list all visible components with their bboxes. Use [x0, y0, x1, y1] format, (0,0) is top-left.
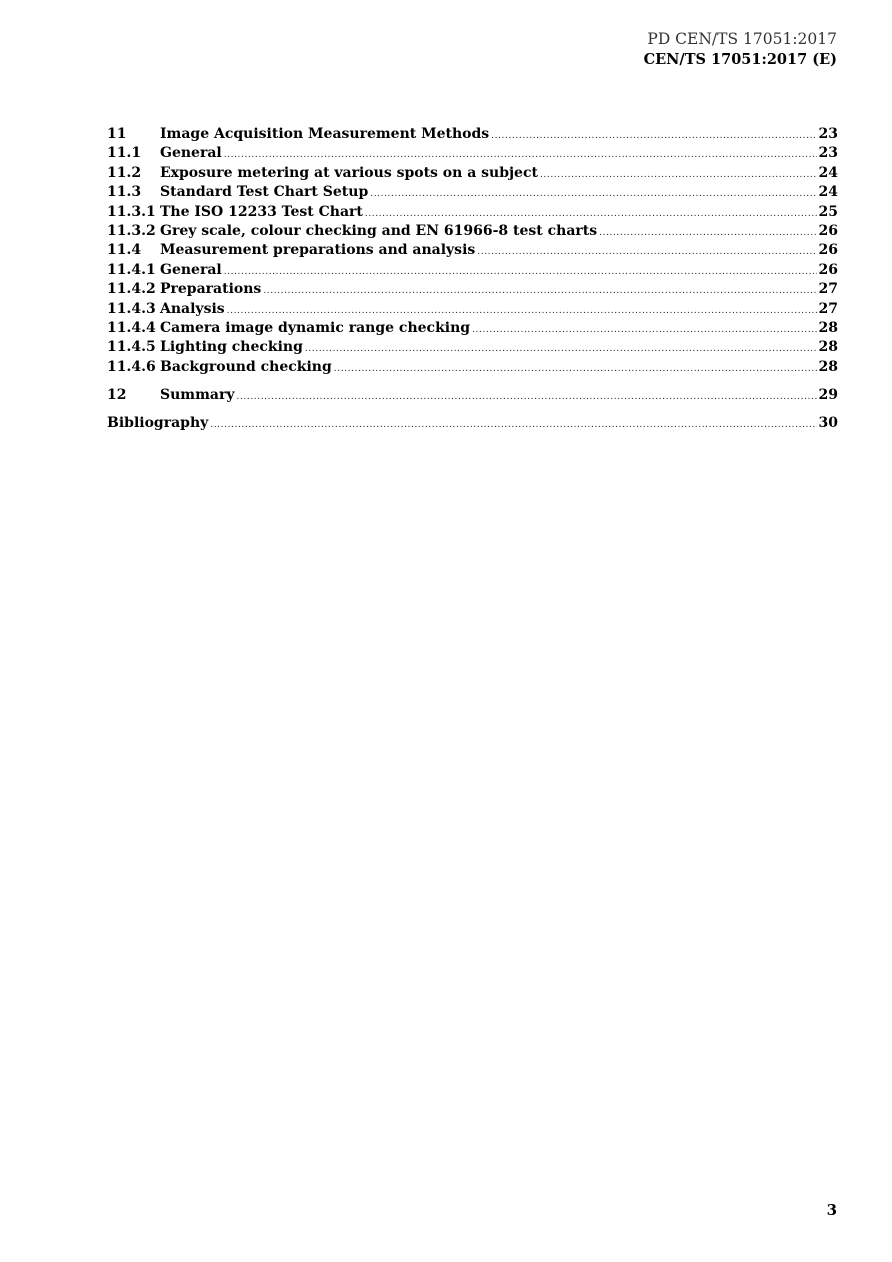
- toc-section-number: 11.4: [107, 242, 142, 259]
- toc-dot-leader: [224, 150, 817, 160]
- toc-section-title: General: [160, 261, 222, 278]
- toc-section-title: Preparations: [160, 281, 262, 298]
- toc-section-title: Grey scale, colour checking and EN 61966-8 test charts: [160, 222, 598, 239]
- toc-section-title: Background checking: [160, 358, 332, 375]
- toc-section-title: Lighting checking: [160, 339, 303, 356]
- toc-section-number: 11.4.3: [107, 300, 156, 317]
- document-id-header: PD CEN/TS 17051:2017: [647, 30, 837, 48]
- table-of-contents: [107, 126, 838, 434]
- toc-entry[interactable]: [107, 339, 838, 358]
- toc-section-title: Camera image dynamic range checking: [160, 319, 471, 336]
- toc-section-number: 11.1: [107, 145, 142, 162]
- toc-section-number: 11: [107, 126, 127, 142]
- toc-page-number: 29: [818, 386, 838, 403]
- toc-entry[interactable]: [107, 301, 838, 320]
- toc-entry[interactable]: [107, 165, 838, 184]
- toc-page-number: 26: [818, 242, 838, 259]
- toc-entry[interactable]: [107, 242, 838, 261]
- toc-entry[interactable]: [107, 262, 838, 281]
- toc-page-number: 28: [818, 339, 838, 356]
- toc-section-title: Bibliography: [107, 414, 209, 431]
- toc-page-number: 24: [818, 184, 838, 201]
- toc-page-number: 25: [818, 203, 838, 220]
- toc-entry[interactable]: [107, 184, 838, 203]
- toc-dot-leader: [365, 209, 817, 219]
- toc-page-number: 27: [818, 281, 838, 298]
- toc-dot-leader: [491, 131, 816, 141]
- toc-dot-leader: [477, 247, 816, 257]
- toc-entry[interactable]: [107, 204, 838, 223]
- toc-section-title: Image Acquisition Measurement Methods: [160, 126, 490, 142]
- toc-section-title: Analysis: [160, 300, 225, 317]
- toc-entry[interactable]: [107, 281, 838, 300]
- toc-section-number: 11.4.5: [107, 339, 156, 356]
- toc-section-number: 11.4.2: [107, 281, 156, 298]
- toc-page-number: 23: [818, 126, 838, 142]
- toc-section-number: 11.3: [107, 184, 142, 201]
- toc-section-number: 11.4.1: [107, 261, 156, 278]
- toc-section-title: Measurement preparations and analysis: [160, 242, 476, 259]
- toc-section-title: General: [160, 145, 222, 162]
- page-number: 3: [826, 1201, 837, 1219]
- toc-dot-leader: [540, 170, 817, 180]
- toc-page-number: 30: [818, 414, 838, 431]
- toc-section-title: The ISO 12233 Test Chart: [160, 203, 363, 220]
- toc-page-number: 26: [818, 222, 838, 239]
- toc-dot-leader: [472, 325, 816, 335]
- toc-entry[interactable]: [107, 359, 838, 378]
- toc-section-number: 11.3.2: [107, 222, 156, 239]
- toc-dot-leader: [210, 420, 816, 430]
- toc-entry[interactable]: [107, 145, 838, 164]
- toc-entry-bibliography[interactable]: [107, 415, 838, 434]
- toc-dot-leader: [334, 364, 817, 374]
- toc-dot-leader: [263, 286, 816, 296]
- toc-section-number: 11.4.4: [107, 319, 156, 336]
- toc-page-number: 24: [818, 164, 838, 181]
- toc-dot-leader: [227, 306, 817, 316]
- toc-dot-leader: [370, 189, 816, 199]
- toc-page-number: 23: [818, 145, 838, 162]
- toc-dot-leader: [224, 267, 817, 277]
- toc-entry[interactable]: [107, 320, 838, 339]
- toc-dot-leader: [237, 392, 817, 402]
- toc-section-number: 11.2: [107, 164, 142, 181]
- toc-section-number: 12: [107, 386, 127, 403]
- toc-section-title: Summary: [160, 386, 235, 403]
- toc-section-number: 11.4.6: [107, 358, 156, 375]
- toc-page-number: 27: [818, 300, 838, 317]
- toc-section-title: Exposure metering at various spots on a subject: [160, 164, 538, 181]
- toc-section-title: Standard Test Chart Setup: [160, 184, 369, 201]
- toc-page-number: 26: [818, 261, 838, 278]
- toc-entry[interactable]: [107, 126, 838, 145]
- toc-entry[interactable]: [107, 387, 838, 406]
- toc-page-number: 28: [818, 358, 838, 375]
- toc-dot-leader: [305, 344, 817, 354]
- toc-dot-leader: [599, 228, 816, 238]
- toc-page-number: 28: [818, 319, 838, 336]
- toc-section-number: 11.3.1: [107, 203, 156, 220]
- toc-entry[interactable]: [107, 223, 838, 242]
- document-id-header-english: CEN/TS 17051:2017 (E): [643, 51, 837, 68]
